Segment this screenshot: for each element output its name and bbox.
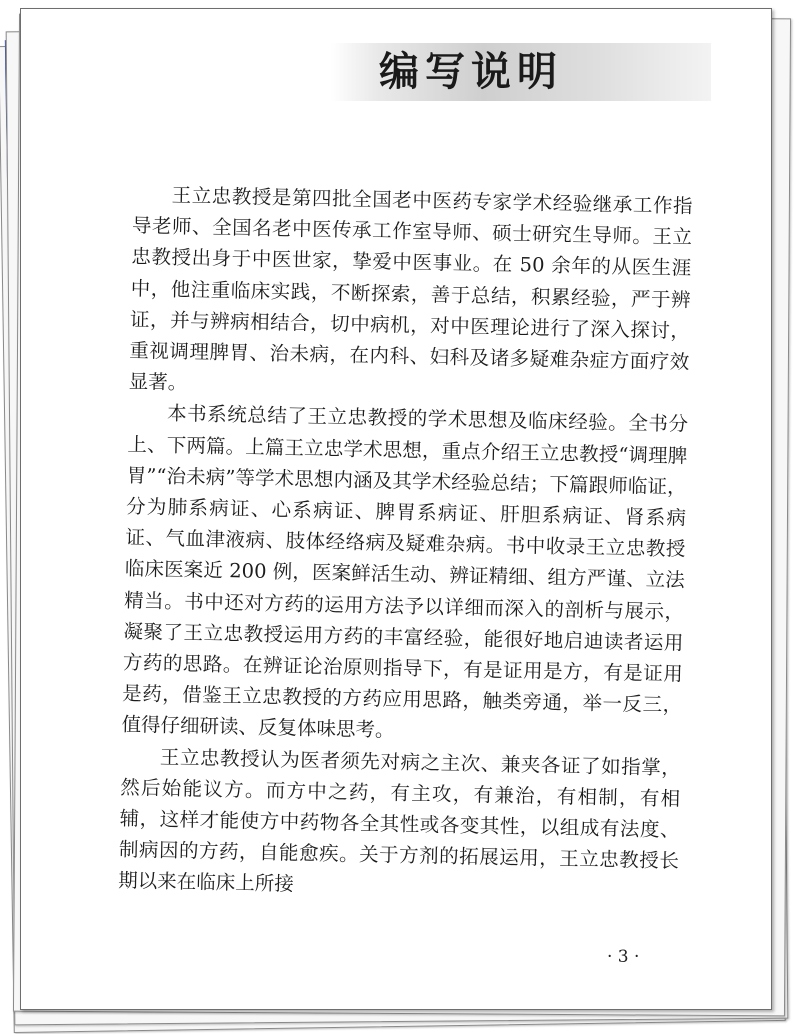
document-page <box>20 8 772 1010</box>
paragraph: 王立忠教授认为医者须先对病之主次、兼夹各证了如指掌，然后始能议方。而方中之药，有主攻，有兼治，有相制，有相辅，这样才能使方中药物各全其性或各变其性，以组成有法度、制病因的方药，自能愈疾。关于方剂的拓展运用，王立忠教授长期以来在临床上所接 <box>118 745 682 896</box>
paragraph: 本书系统总结了王立忠教授的学术思想及临床经验。全书分上、下两篇。上篇王立忠学术思想，重点介绍王立忠教授“调理脾胃”“治未病”等学术思想内涵及其学术经验总结；下篇跟师临证，分为肺系病证、心系病证、脾胃系病证、肝胆系病证、肾系病证、气血津液病、肢体经络病及疑难杂病。书中收录王立忠教授临床医案近 200 例，医案鲜活生动、辨证精细、组方严谨、立法精当。书中还对方药的运用方法予以详细而深入的剖析与展示，凝聚了王立忠教授运用方药的丰富经验，能很好地启迪读者运用方药的思路。在辨证论治原则指导下，有是证用是方，有是证用是药，借鉴王立忠教授的方药应用思路，触类旁通，举一反三，值得仔细研读、反复体味思考。 <box>121 402 689 743</box>
page-number: · 3 · <box>607 947 640 967</box>
paragraph: 王立忠教授是第四批全国老中医药专家学术经验继承工作指导老师、全国名老中医传承工作室导师、硕士研究生导师。王立忠教授出身于中医世家，挚爱中医事业。在 50 余年的从医生涯中，他注重临床实践，不断探索，善于总结，积累经验，严于辨证，并与辨病相结合，切中病机，对中医理论进行了深入探讨，重视调理脾胃、治未病，在内科、妇科及诸多疑难杂症方面疗效显著。 <box>128 183 693 395</box>
body-text <box>118 179 693 908</box>
page-title: 编写说明 <box>379 48 563 95</box>
